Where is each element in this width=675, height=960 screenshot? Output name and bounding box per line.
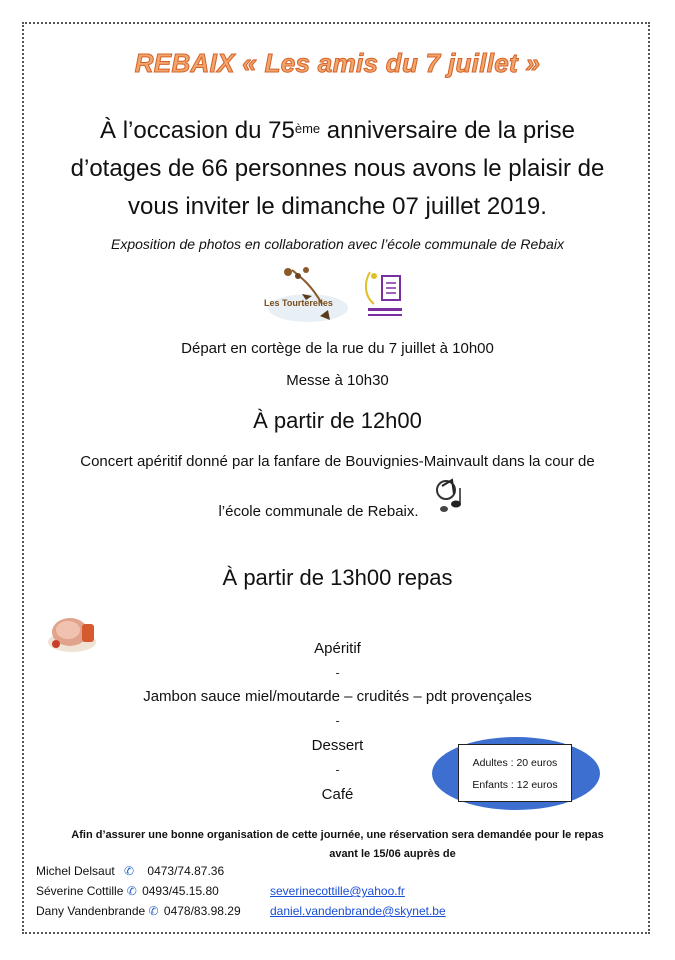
menu-separator: - (335, 665, 340, 680)
contact-email[interactable]: daniel.vandenbrande@skynet.be (270, 904, 446, 918)
contact-email[interactable]: severinecottille@yahoo.fr (270, 884, 405, 898)
contact-row (36, 864, 224, 878)
exposition-text: Exposition de photos en collaboration avec l’école communale de Rebaix (111, 236, 564, 252)
menu-separator: - (335, 713, 340, 728)
reservation-line-2: avant le 15/06 auprès de (329, 848, 456, 860)
intro-line-3: vous inviter le dimanche 07 juillet 2019. (128, 193, 547, 220)
page-title: REBAIX « Les amis du 7 juillet » (134, 48, 541, 78)
tourterelles-label: Les Tourterelles (264, 298, 333, 308)
intro-line-1-end: anniversaire de la prise (320, 117, 575, 144)
messe-text: Messe à 10h30 (286, 372, 389, 389)
menu-item-jambon: Jambon sauce miel/moutarde – crudités – pdt provençales (143, 688, 532, 705)
phone-icon: ✆ (148, 904, 159, 918)
menu-item-aperitif: Apéritif (314, 640, 361, 657)
contact-phone: 0493/45.15.80 (142, 884, 219, 898)
school-logo (360, 266, 410, 324)
phone-icon: ✆ (126, 884, 137, 898)
menu-item-dessert: Dessert (311, 737, 364, 754)
music-notes-icon (434, 476, 468, 514)
tourterelles-logo (262, 264, 354, 328)
menu-separator: - (335, 762, 340, 777)
intro-line-1-start: À l’occasion du 75 (100, 117, 295, 144)
price-adultes: Adultes : 20 euros (472, 757, 558, 769)
intro-line-2: d’otages de 66 personnes nous avons le plaisir de (70, 155, 605, 182)
contact-name: Michel Delsaut (36, 864, 115, 878)
noon-heading: À partir de 12h00 (253, 408, 422, 433)
reservation-line-1: Afin d’assurer une bonne organisation de cette journée, une réservation sera demandée pour le repas (71, 829, 604, 841)
intro-superscript: ème (294, 121, 321, 136)
repas-heading: À partir de 13h00 repas (222, 565, 453, 590)
contact-name: Dany Vandenbrande (36, 904, 146, 918)
contact-row (36, 904, 241, 918)
tourterelles-bird-icon (262, 264, 354, 328)
reservation-note (30, 826, 645, 864)
contact-phone: 0478/83.98.29 (163, 904, 241, 918)
price-box (458, 744, 572, 802)
intro-line-1 (0, 112, 675, 150)
contact-phone: 0473/74.87.36 (147, 864, 225, 878)
phone-icon: ✆ (124, 864, 135, 878)
school-book-icon (360, 266, 410, 324)
contact-name: Séverine Cottille (36, 884, 124, 898)
price-enfants: Enfants : 12 euros (472, 779, 558, 791)
contact-row (36, 884, 219, 898)
depart-text: Départ en cortège de la rue du 7 juillet à 10h00 (181, 340, 494, 357)
concert-line-2: l’école communale de Rebaix. (218, 503, 419, 520)
menu-item-cafe: Café (321, 786, 354, 803)
intro-text (0, 112, 675, 226)
concert-line-1: Concert apéritif donné par la fanfare de Bouvignies-Mainvault dans la cour de (80, 453, 595, 470)
